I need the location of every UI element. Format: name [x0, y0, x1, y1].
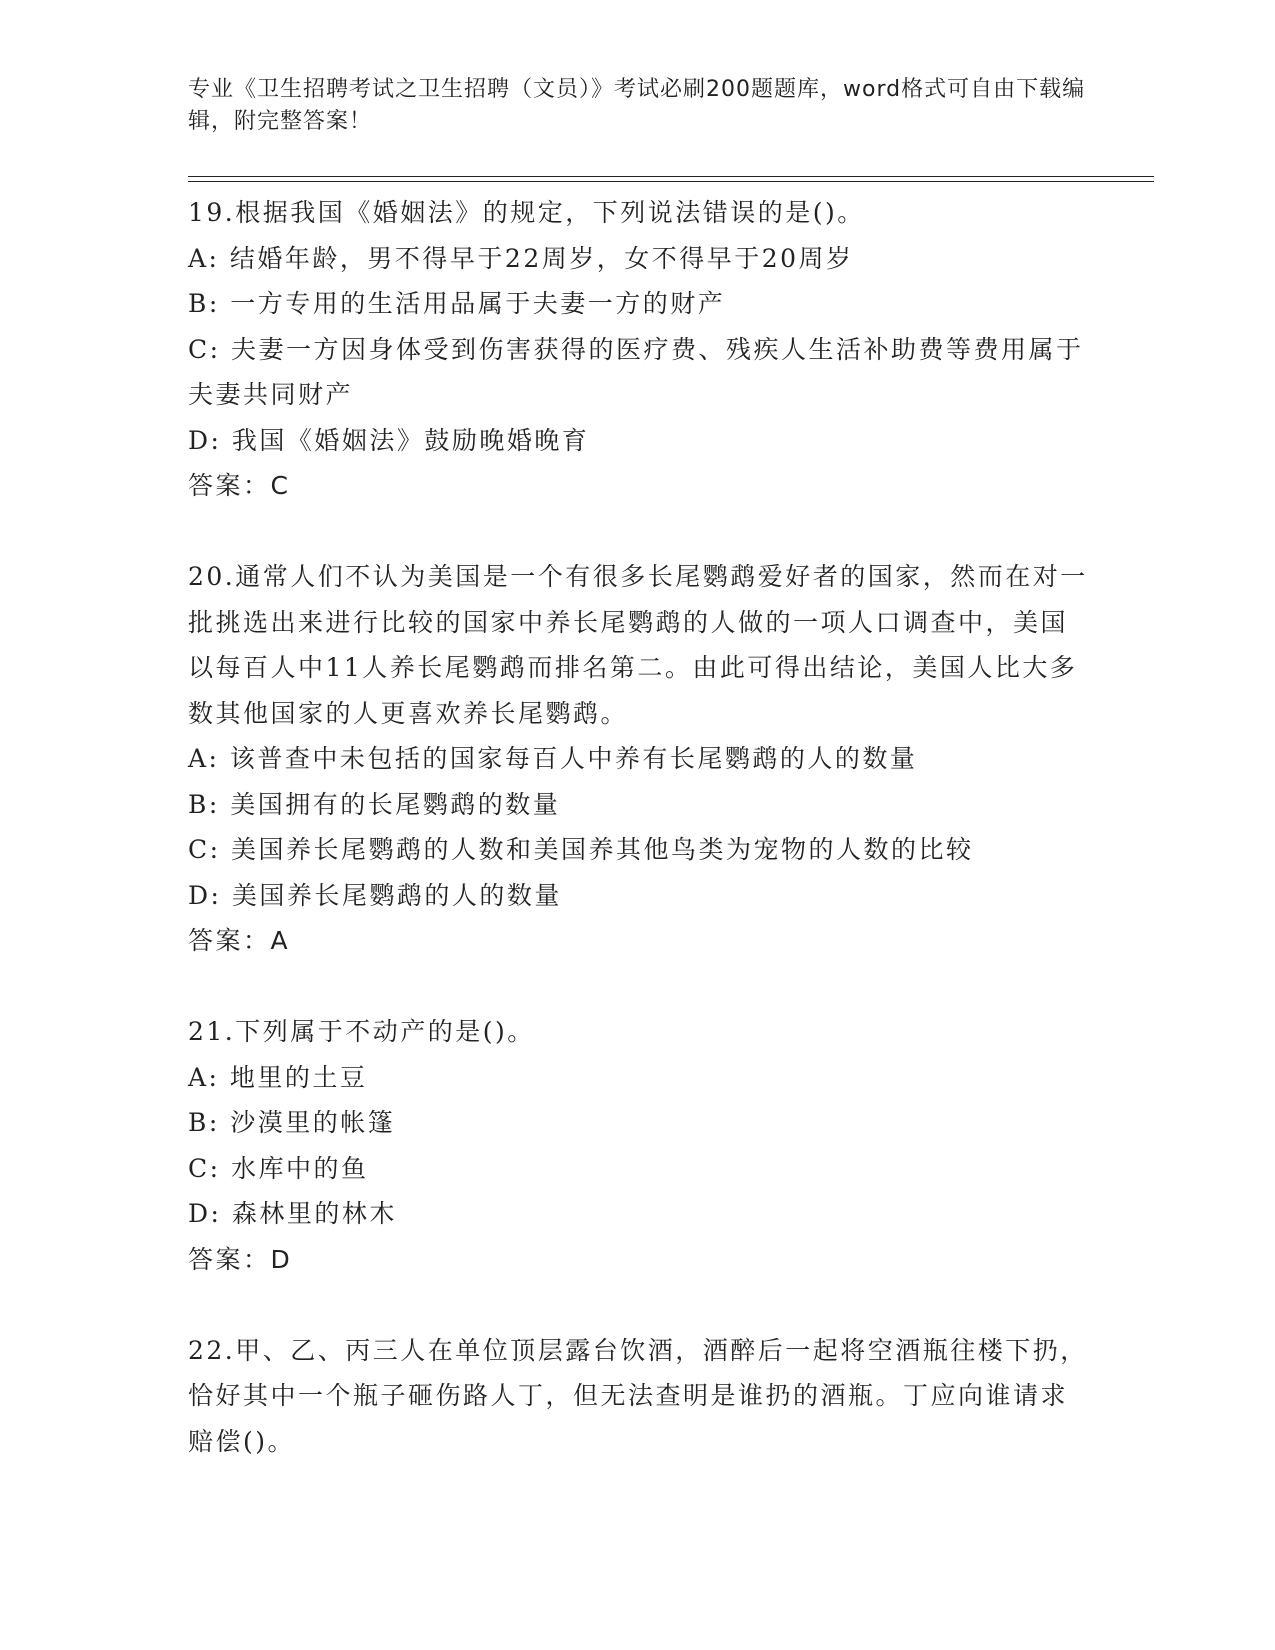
option-a: A: 结婚年龄，男不得早于22周岁，女不得早于20周岁 [188, 243, 854, 273]
answer-label: 答案：C [188, 471, 291, 500]
option-c: C: 水库中的鱼 [188, 1153, 369, 1183]
question-list [188, 190, 1088, 1464]
question-stem: 20.通常人们不认为美国是一个有很多长尾鹦鹉爱好者的国家，然而在对一批挑选出来进行比较的国家中养长尾鹦鹉的人做的一项人口调查中，美国以每百人中11人养长尾鹦鹉而排名第二。由此可得出结论，美国人比大多数其他国家的人更喜欢养长尾鹦鹉。 [188, 562, 1088, 728]
option-b: B: 一方专用的生活用品属于夫妻一方的财产 [188, 289, 726, 318]
question-20 [188, 554, 1088, 964]
spacer [188, 1282, 1088, 1328]
option-b: B: 美国拥有的长尾鹦鹉的数量 [188, 789, 561, 819]
option-d: D: 美国养长尾鹦鹉的人的数量 [188, 880, 562, 910]
option-c: C: 美国养长尾鹦鹉的人数和美国养其他鸟类为宠物的人数的比较 [188, 835, 974, 864]
header-divider-secondary [188, 181, 1154, 182]
answer-label: 答案：A [188, 926, 291, 955]
spacer [188, 509, 1088, 555]
option-b: B: 沙漠里的帐篷 [188, 1108, 396, 1137]
page-header: 专业《卫生招聘考试之卫生招聘（文员）》考试必刷200题题库，word格式可自由下载编辑，附完整答案！ [188, 77, 1086, 134]
answer-label: 答案：D [188, 1244, 293, 1274]
option-d: D: 我国《婚姻法》鼓励晚婚晚育 [188, 425, 590, 455]
option-c: C: 夫妻一方因身体受到伤害获得的医疗费、残疾人生活补助费等费用属于夫妻共同财产 [188, 334, 1084, 409]
question-stem: 22.甲、乙、丙三人在单位顶层露台饮酒，酒醉后一起将空酒瓶往楼下扔，恰好其中一个瓶子砸伤路人丁，但无法查明是谁扔的酒瓶。丁应向谁请求赔偿()。 [188, 1335, 1088, 1456]
question-22 [188, 1328, 1088, 1465]
question-19 [188, 190, 1088, 509]
option-a: A: 该普查中未包括的国家每百人中养有长尾鹦鹉的人的数量 [188, 744, 918, 773]
spacer [188, 964, 1088, 1010]
question-21 [188, 1009, 1088, 1282]
option-d: D: 森林里的林木 [188, 1199, 397, 1228]
option-a: A: 地里的土豆 [188, 1062, 368, 1092]
question-stem: 21.下列属于不动产的是()。 [188, 1017, 535, 1046]
header-divider [188, 176, 1154, 177]
question-stem: 19.根据我国《婚姻法》的规定，下列说法错误的是()。 [188, 198, 865, 227]
